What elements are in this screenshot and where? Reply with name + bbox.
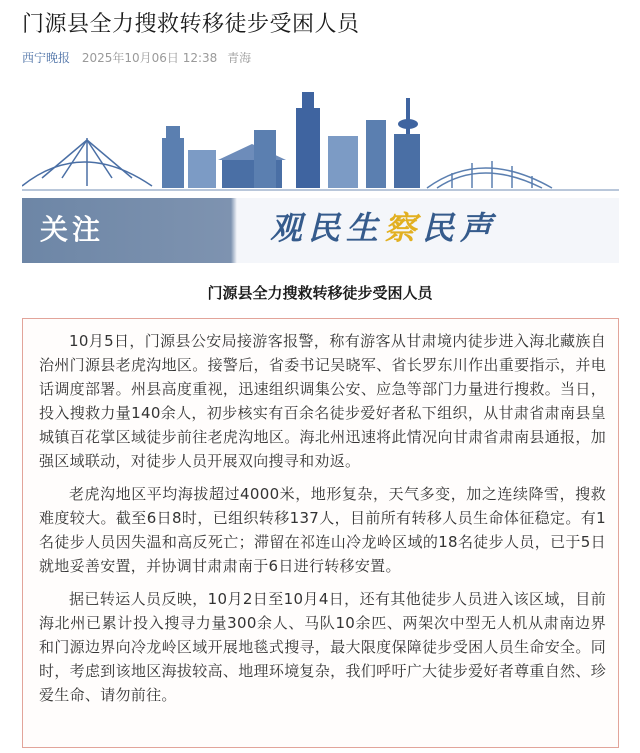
article-meta <box>22 50 251 66</box>
publish-date: 2025年10月06日 12:38 <box>81 51 218 65</box>
body-paragraph: 10月5日，门源县公安局接游客报警，称有游客从甘肃境内徒步进入海北藏族自治州门源县老虎沟地区。接警后，省委书记吴晓军、省长罗东川作出重要指示，并电话调度部署。州县高度重视，迅速组织调集公安、应急等部门力量进行搜救。当日，投入搜救力量140余人，初步核实有百余名徒步爱好者私下组织，从甘肃省肃南县皇城镇百花掌区域徒步前往老虎沟地区。海北州迅速将此情况向甘肃省肃南县通报，加强区域联动，对徒步人员开展双向搜寻和劝返。 <box>39 332 606 470</box>
slogan-part-2: 民声 <box>422 209 499 247</box>
article-title: 门源县全力搜救转移徒步受困人员 <box>22 12 360 37</box>
slogan-part-1: 观民生 <box>270 209 385 247</box>
publish-location: 青海 <box>227 51 252 65</box>
body-paragraph: 据已转运人员反映，10月2日至10月4日，还有其他徒步人员进入该区域，目前海北州已累计投入搜寻力量300余人、马队10余匹、两架次中型无人机从肃南边界和门源边界向冷龙岭区域开展地毯式搜寻，最大限度保障徒步受困人员生命安全。同时，考虑到该地区海拔较高、地理环境复杂，我们呼吁广大徒步爱好者尊重自然、珍爱生命、请勿前往。 <box>39 590 606 704</box>
banner-image <box>22 78 619 263</box>
banner-slogan <box>270 206 498 250</box>
article-body <box>22 318 619 748</box>
source-link[interactable]: 西宁晚报 <box>22 51 71 65</box>
slogan-highlight: 察 <box>384 209 423 247</box>
banner-label: 关注 <box>40 213 105 246</box>
article-subheading: 门源县全力搜救转移徒步受困人员 <box>207 284 433 302</box>
city-skyline-illustration <box>22 78 619 203</box>
body-paragraph: 老虎沟地区平均海拔超过4000米，地形复杂，天气多变，加之连续降雪，搜救难度较大。截至6日8时，已组织转移137人，目前所有转移人员生命体征稳定。有1名徒步人员因失温和高反死亡；滞留在祁连山冷龙岭区域的18名徒步人员，已于5日就地妥善安置，并协调甘肃肃南于6日进行转移安置。 <box>39 485 606 575</box>
